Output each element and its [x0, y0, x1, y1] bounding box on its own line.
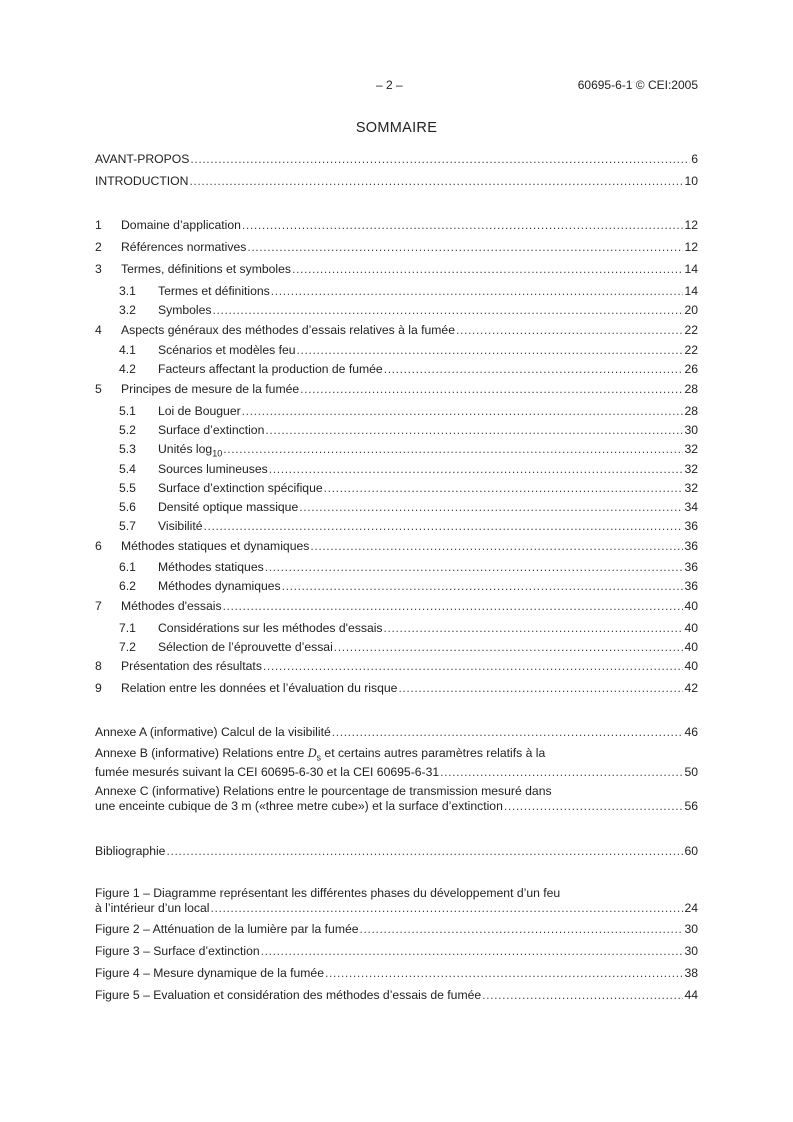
toc-entry-annexe-a[interactable] [95, 725, 698, 740]
toc-entry-page: 56 [684, 799, 698, 813]
toc-entry-number: 4 [95, 323, 102, 337]
toc-entry-bibliographie[interactable] [95, 844, 698, 859]
toc-entry-5-1[interactable] [95, 404, 698, 419]
toc-entry-annexe-c[interactable] [95, 784, 698, 814]
toc-entry-page: 32 [684, 462, 698, 476]
toc-entry-page: 22 [684, 323, 698, 337]
toc-entry-number: 5.5 [119, 481, 136, 495]
toc-entry-number: 4.1 [119, 343, 136, 357]
toc-entry-number: 4.2 [119, 362, 136, 376]
toc-entry-label: Loi de Bouguer [158, 404, 241, 418]
page-title: SOMMAIRE [355, 120, 438, 136]
toc-entry-page: 32 [684, 481, 698, 495]
toc-entry-page: 50 [684, 765, 698, 780]
toc-entry-5-5[interactable] [95, 481, 698, 496]
toc-entry-label: Bibliographie [95, 844, 166, 858]
toc-entry-label: Symboles [158, 303, 212, 317]
toc-entry-label: Méthodes statiques [158, 560, 264, 574]
toc-entry-5-2[interactable] [95, 423, 698, 438]
page-number: – 2 – [376, 78, 403, 92]
toc-entry-label: Considérations sur les méthodes d'essais [158, 621, 383, 635]
toc-entry-label: Termes et définitions [158, 284, 270, 298]
table-of-contents [95, 0, 698, 1122]
toc-entry-label: à l’intérieur d’un local [95, 901, 210, 915]
toc-entry-page: 46 [684, 725, 698, 739]
toc-entry-label: Surface d’extinction spécifique [158, 481, 323, 495]
toc-entry-number: 5.2 [119, 423, 136, 437]
toc-entry-page: 36 [684, 519, 698, 533]
toc-entry-number: 5.4 [119, 462, 136, 476]
toc-entry-label: Facteurs affectant la production de fumée [158, 362, 383, 376]
toc-entry-label: Termes, définitions et symboles [121, 262, 292, 276]
toc-entry-label: AVANT-PROPOS [95, 152, 190, 166]
toc-entry-page: 32 [684, 442, 698, 456]
toc-entry-label: Unités $\log_{10}$ [158, 442, 223, 459]
toc-entry-number: 6.1 [119, 560, 136, 574]
toc-entry-7-2[interactable] [95, 640, 698, 655]
toc-entry-number: 7 [95, 599, 102, 613]
toc-entry-label: Méthodes dynamiques [158, 579, 281, 593]
toc-entry-number: 3.2 [119, 303, 136, 317]
toc-entry-label: Aspects généraux des méthodes d’essais relatives à la fumée [121, 323, 455, 337]
toc-entry-6-2[interactable] [95, 579, 698, 594]
toc-entry-page: 40 [684, 659, 698, 673]
toc-entry-9[interactable] [95, 681, 698, 696]
toc-entry-7[interactable] [95, 599, 698, 614]
toc-entry-label: Sélection de l’éprouvette d’essai [158, 640, 333, 654]
toc-entry-number: 5.1 [119, 404, 136, 418]
toc-entry-label: Scénarios et modèles feu [158, 343, 296, 357]
toc-entry-page: 36 [684, 579, 698, 593]
toc-entry-page: 38 [684, 966, 698, 980]
toc-entry-page: 6 [691, 152, 698, 166]
toc-entry-page: 40 [684, 621, 698, 635]
toc-entry-page: 34 [684, 500, 698, 514]
toc-entry-label: Figure 2 – Atténuation de la lumière par la fumée [95, 922, 359, 936]
toc-entry-number: 5.3 [119, 442, 136, 456]
toc-entry-number: 8 [95, 659, 102, 673]
toc-entry-page: 30 [684, 922, 698, 936]
toc-entry-label: Densité optique massique [158, 500, 299, 514]
toc-entry-1[interactable] [95, 218, 698, 233]
toc-entry-number: 6.2 [119, 579, 136, 593]
toc-entry-page: 28 [684, 404, 698, 418]
toc-entry-figure-4[interactable] [95, 966, 698, 981]
toc-entry-label: Domaine d’application [121, 218, 241, 232]
toc-entry-4[interactable] [95, 323, 698, 338]
toc-entry-3[interactable] [95, 262, 698, 277]
toc-entry-page: 42 [684, 681, 698, 695]
toc-entry-page: 14 [684, 262, 698, 276]
toc-entry-page: 36 [684, 539, 698, 553]
toc-entry-page: 36 [684, 560, 698, 574]
toc-entry-annexe-b[interactable] [95, 746, 698, 780]
toc-entry-introduction[interactable] [95, 174, 698, 189]
toc-entry-number: 3 [95, 262, 102, 276]
toc-entry-label: Principes de mesure de la fumée [121, 382, 300, 396]
toc-entry-number: 1 [95, 218, 102, 232]
toc-entry-page: 30 [684, 944, 698, 958]
toc-entry-page: 22 [684, 343, 698, 357]
toc-entry-label: fumée mesurés suivant la CEI 60695-6-30 et la CEI 60695-6-31 [95, 765, 440, 780]
toc-entry-figure-3[interactable] [95, 944, 698, 959]
toc-entry-6[interactable] [95, 539, 698, 554]
toc-entry-page: 24 [684, 901, 698, 915]
toc-entry-page: 26 [684, 362, 698, 376]
document-reference: 60695-6-1 © CEI:2005 [577, 78, 698, 92]
toc-entry-figure-5[interactable] [95, 988, 698, 1003]
toc-entry-label: Surface d’extinction [158, 423, 265, 437]
toc-entry-page: 40 [684, 599, 698, 613]
toc-entry-3-1[interactable] [95, 284, 698, 299]
toc-entry-3-2[interactable] [95, 303, 698, 318]
toc-entry-avant-propos[interactable] [95, 152, 698, 167]
toc-entry-5[interactable] [95, 382, 698, 397]
toc-entry-page: 40 [684, 640, 698, 654]
toc-entry-number: 9 [95, 681, 102, 695]
toc-entry-6-1[interactable] [95, 560, 698, 575]
toc-entry-label-line1: Annexe C (informative) Relations entre le pourcentage de transmission mesuré dans [95, 784, 552, 798]
toc-entry-label: Références normatives [121, 240, 247, 254]
toc-entry-label: Figure 3 – Surface d’extinction [95, 944, 260, 958]
toc-entry-4-2[interactable] [95, 362, 698, 377]
toc-entry-number: 5.6 [119, 500, 136, 514]
toc-entry-figure-2[interactable] [95, 922, 698, 937]
toc-entry-label: Méthodes d'essais [121, 599, 222, 613]
toc-entry-page: 12 [684, 218, 698, 232]
toc-entry-number: 5.7 [119, 519, 136, 533]
toc-entry-number: 3.1 [119, 284, 136, 298]
toc-entry-page: 12 [684, 240, 698, 254]
toc-entry-5-7[interactable] [95, 519, 698, 534]
toc-entry-number: 6 [95, 539, 102, 553]
toc-entry-number: 7.1 [119, 621, 136, 635]
toc-entry-label: INTRODUCTION [95, 174, 189, 188]
toc-entry-number: 7.2 [119, 640, 136, 654]
toc-entry-label: Relation entre les données et l’évaluation du risque [121, 681, 398, 695]
toc-entry-label: Visibilité [158, 519, 203, 533]
toc-entry-page: 14 [684, 284, 698, 298]
toc-entry-page: 44 [684, 988, 698, 1002]
toc-entry-number: 2 [95, 240, 102, 254]
toc-entry-number: 5 [95, 382, 102, 396]
toc-entry-figure-1[interactable] [95, 886, 698, 916]
toc-entry-5-6[interactable] [95, 500, 698, 515]
toc-entry-label: Figure 4 – Mesure dynamique de la fumée [95, 966, 324, 980]
toc-entry-label: Figure 5 – Evaluation et considération des méthodes d’essais de fumée [95, 988, 482, 1002]
toc-entry-8[interactable] [95, 659, 698, 674]
toc-entry-label: une enceinte cubique de 3 m («three metre cube») et la surface d’extinction [95, 799, 503, 813]
toc-entry-page: 30 [684, 423, 698, 437]
toc-entry-label-line1: Annexe B (informative) Relations entre $D_s$ et certains autres paramètres relatifs à la [95, 746, 546, 763]
toc-entry-7-1[interactable] [95, 621, 698, 636]
toc-entry-label: Annexe A (informative) Calcul de la visibilité [95, 725, 331, 739]
toc-entry-5-4[interactable] [95, 462, 698, 477]
toc-entry-2[interactable] [95, 240, 698, 255]
toc-entry-label: Sources lumineuses [158, 462, 268, 476]
toc-entry-page: 20 [684, 303, 698, 317]
toc-entry-page: 10 [684, 174, 698, 188]
toc-entry-page: 28 [684, 382, 698, 396]
toc-entry-page: 60 [684, 844, 698, 858]
toc-entry-4-1[interactable] [95, 343, 698, 358]
toc-entry-label: Présentation des résultats [121, 659, 262, 673]
toc-entry-label: Méthodes statiques et dynamiques [121, 539, 310, 553]
toc-entry-label-line1: Figure 1 – Diagramme représentant les différentes phases du développement d’un feu [95, 886, 561, 900]
toc-entry-5-3[interactable] [95, 442, 698, 461]
